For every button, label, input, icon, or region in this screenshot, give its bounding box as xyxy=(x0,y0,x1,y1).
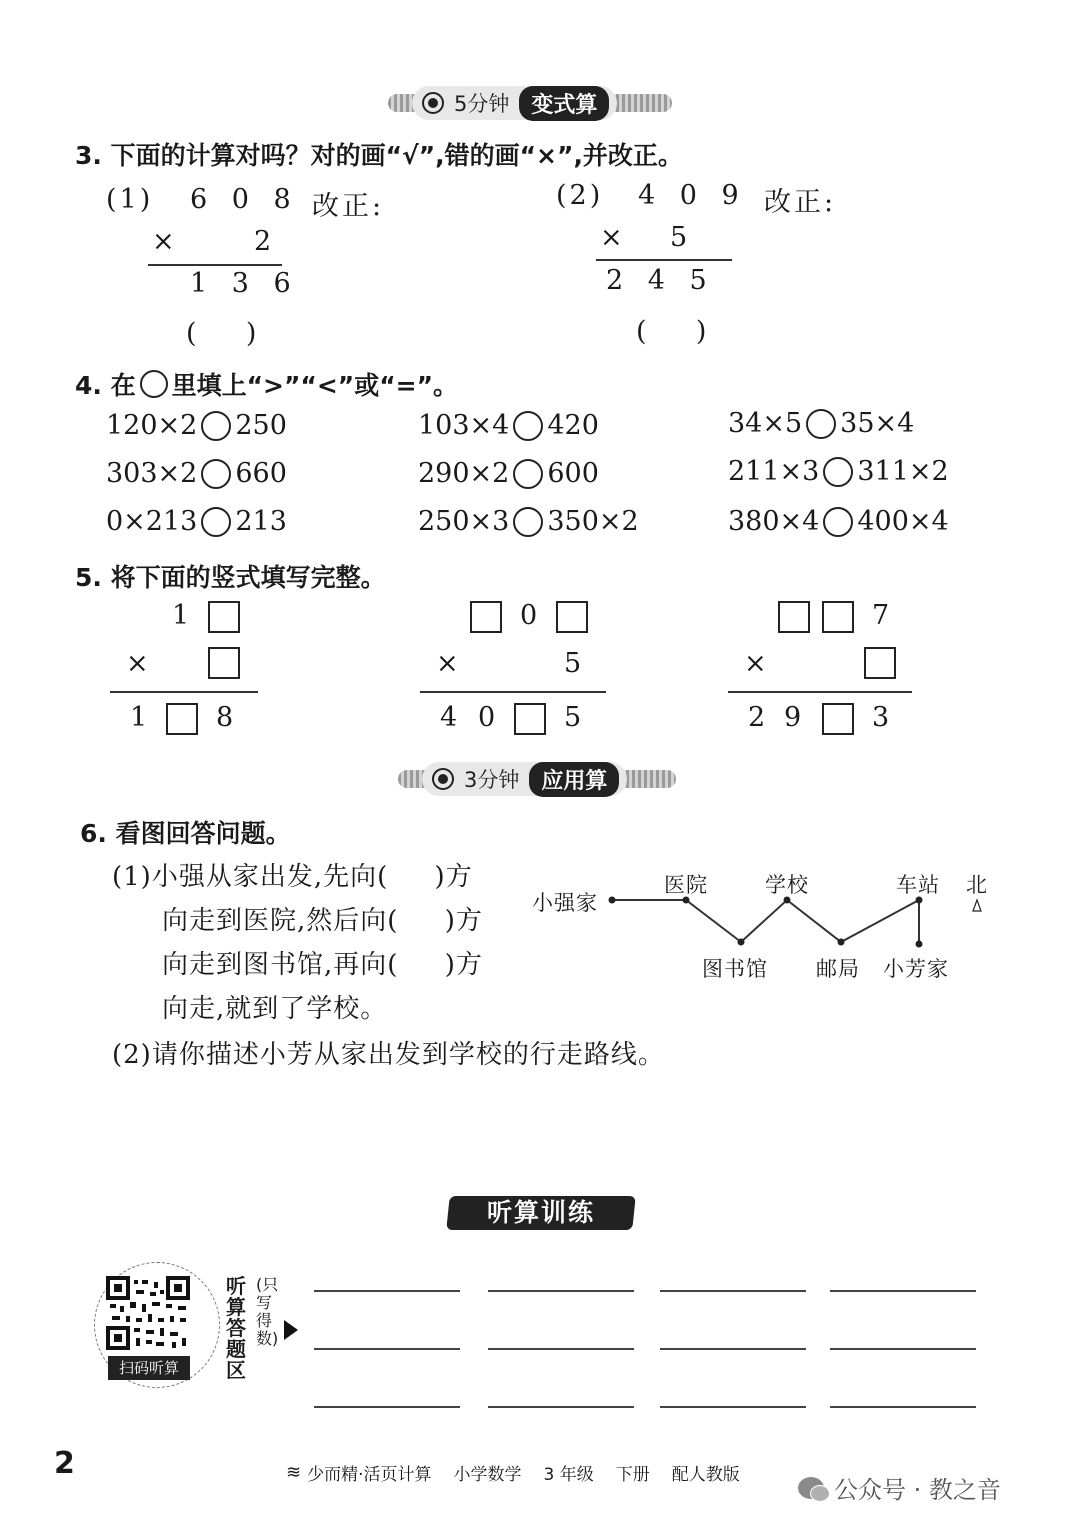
q5b-top-digit: 0 xyxy=(520,600,541,631)
q4-left: 34×5 xyxy=(728,408,803,439)
question-3-title: 3. 下面的计算对吗？对的画“√”,错的画“×”,并改正。 xyxy=(75,141,683,170)
question-4-title xyxy=(75,366,458,402)
q6-p2: (2)请你描述小芳从家出发到学校的行走路线。 xyxy=(112,1040,665,1070)
q5c-top-digit: 7 xyxy=(872,600,893,631)
answer-line[interactable] xyxy=(830,1290,976,1292)
q5a-top-digit: 1 xyxy=(172,600,193,631)
q4-answer-circle[interactable] xyxy=(823,457,853,487)
answer-line[interactable] xyxy=(830,1348,976,1350)
answer-line[interactable] xyxy=(660,1406,806,1408)
footer-edition: 配人教版 xyxy=(671,1465,740,1485)
q3-p2-rule xyxy=(596,259,732,261)
banner-label: 变式算 xyxy=(519,86,609,121)
section-banner-variant xyxy=(412,86,617,120)
listening-title: 听算训练 xyxy=(486,1198,595,1227)
q5a-rule xyxy=(110,691,258,693)
answer-zone-label: 听算答题区 xyxy=(226,1274,246,1382)
q6-p1-line-2: 向走到医院,然后向( )方 xyxy=(162,906,483,936)
q4-answer-circle[interactable] xyxy=(513,411,543,441)
q3-p1-top: 6 0 8 xyxy=(190,184,299,215)
q4-right: 600 xyxy=(547,458,599,489)
q4-title-pre: 4. 在 xyxy=(75,371,136,400)
map-label-north: 北 xyxy=(966,873,988,897)
north-arrow-icon xyxy=(973,900,981,911)
listening-title-banner xyxy=(448,1190,634,1236)
watermark xyxy=(798,1470,1001,1505)
answer-line[interactable] xyxy=(660,1290,806,1292)
q3-p1-mult: × xyxy=(152,226,178,257)
q3-p2-top: 4 0 9 xyxy=(638,180,747,211)
q5b-blank[interactable] xyxy=(470,601,502,633)
qr-code-icon xyxy=(106,1276,190,1350)
q5b-result-1: 4 xyxy=(440,702,461,733)
q4-answer-circle[interactable] xyxy=(201,459,231,489)
q4-answer-circle[interactable] xyxy=(513,507,543,537)
q5c-mult: × xyxy=(744,648,770,679)
q5a-result-3: 8 xyxy=(216,702,237,733)
q5c-blank[interactable] xyxy=(822,601,854,633)
q4-item-1-2 xyxy=(418,410,599,441)
q3-p2-mult: × xyxy=(600,222,626,253)
q3-p1-result: 1 3 6 xyxy=(190,268,299,299)
q6-p1-line-4: 向走,就到了学校。 xyxy=(162,994,388,1024)
q4-item-3-3 xyxy=(728,506,949,537)
q5a-blank[interactable] xyxy=(166,703,198,735)
map-node xyxy=(738,939,745,946)
page-number: 2 xyxy=(54,1446,75,1481)
footer-subject: 小学数学 xyxy=(453,1465,522,1485)
q4-answer-circle[interactable] xyxy=(201,507,231,537)
q5b-blank[interactable] xyxy=(556,601,588,633)
answer-line[interactable] xyxy=(488,1290,634,1292)
q4-right: 350×2 xyxy=(547,506,639,537)
footer-volume: 下册 xyxy=(615,1465,650,1485)
wechat-icon xyxy=(798,1477,824,1499)
q3-p2-fix-label: 改正: xyxy=(764,187,837,218)
medal-timer-icon xyxy=(422,92,444,114)
q3-p2-bottom: 5 xyxy=(670,222,691,253)
watermark-text: 公众号 · 教之音 xyxy=(834,1476,1001,1504)
answer-zone-note: (只写得数) xyxy=(256,1275,279,1348)
map-node xyxy=(916,941,923,948)
answer-line[interactable] xyxy=(488,1406,634,1408)
answer-line[interactable] xyxy=(314,1290,460,1292)
q4-left: 250×3 xyxy=(418,506,510,537)
q3-p1-rule xyxy=(148,264,282,266)
q5a-mult: × xyxy=(126,648,152,679)
q4-left: 103×4 xyxy=(418,410,510,441)
q5a-blank[interactable] xyxy=(208,647,240,679)
q4-left: 290×2 xyxy=(418,458,510,489)
q4-left: 120×2 xyxy=(106,410,198,441)
answer-line[interactable] xyxy=(830,1406,976,1408)
banner-time: 5分钟 xyxy=(454,92,510,116)
route-path xyxy=(612,900,919,942)
q5b-result-2: 0 xyxy=(478,702,499,733)
map-label-school: 学校 xyxy=(765,873,809,897)
q4-item-2-3 xyxy=(728,456,949,487)
q4-right: 400×4 xyxy=(857,506,949,537)
q4-answer-circle[interactable] xyxy=(201,411,231,441)
q5c-result-1: 2 xyxy=(748,702,769,733)
question-6-title: 6. 看图回答问题。 xyxy=(80,819,291,848)
q5c-result-4: 3 xyxy=(872,702,893,733)
q6-p1-line-3: 向走到图书馆,再向( )方 xyxy=(162,950,483,980)
q3-p2-answer-paren: ( ) xyxy=(636,316,710,347)
q3-p1-number: (1) xyxy=(106,184,154,215)
q4-left: 380×4 xyxy=(728,506,820,537)
q3-p1-answer-paren: ( ) xyxy=(186,318,260,349)
q4-right: 35×4 xyxy=(840,408,915,439)
q4-answer-circle[interactable] xyxy=(823,507,853,537)
section-banner-application xyxy=(422,762,627,796)
banner-time: 3分钟 xyxy=(464,768,520,792)
q4-item-2-1 xyxy=(106,458,287,489)
footer-info xyxy=(286,1460,740,1485)
map-node xyxy=(838,939,845,946)
q4-item-1-1 xyxy=(106,410,287,441)
footer-series-text: 少而精·活页计算 xyxy=(307,1465,432,1485)
question-5-title: 5. 将下面的竖式填写完整。 xyxy=(75,563,386,592)
q5b-rule xyxy=(420,691,606,693)
q4-right: 213 xyxy=(235,506,287,537)
q5c-rule xyxy=(728,691,912,693)
q5c-blank[interactable] xyxy=(822,703,854,735)
q4-left: 303×2 xyxy=(106,458,198,489)
q4-item-1-3 xyxy=(728,408,914,439)
q5a-result-1: 1 xyxy=(130,702,151,733)
answer-line[interactable] xyxy=(660,1348,806,1350)
q4-right: 250 xyxy=(235,410,287,441)
map-label-station: 车站 xyxy=(896,873,940,897)
q4-title-post: 里填上“>”“<”或“=”。 xyxy=(171,371,459,400)
q4-answer-circle[interactable] xyxy=(806,409,836,439)
medal-timer-icon xyxy=(432,768,454,790)
q4-left: 0×213 xyxy=(106,506,198,537)
map-label-xiaoqiang-home: 小强家 xyxy=(532,891,598,915)
q4-item-3-1 xyxy=(106,506,287,537)
q3-p2-result: 2 4 5 xyxy=(606,265,715,296)
q4-title-circle xyxy=(140,370,168,398)
waves-icon: ≋ xyxy=(286,1462,302,1483)
q5c-blank[interactable] xyxy=(778,601,810,633)
q4-right: 660 xyxy=(235,458,287,489)
q5b-multiplier: 5 xyxy=(564,648,585,679)
q3-p2-number: (2) xyxy=(556,180,604,211)
q6-p1-line-1: (1)小强从家出发,先向( )方 xyxy=(112,862,473,892)
q5a-blank[interactable] xyxy=(208,601,240,633)
map-node xyxy=(609,897,616,904)
q5b-mult: × xyxy=(436,648,462,679)
map-label-xiaofang-home: 小芳家 xyxy=(883,957,949,981)
q5c-result-2: 9 xyxy=(784,702,805,733)
q4-item-2-2 xyxy=(418,458,599,489)
answer-line[interactable] xyxy=(488,1348,634,1350)
answer-line[interactable] xyxy=(314,1348,460,1350)
q3-p1-fix-label: 改正: xyxy=(312,191,385,222)
q5b-result-4: 5 xyxy=(564,702,585,733)
q4-answer-circle[interactable] xyxy=(513,459,543,489)
banner-label: 应用算 xyxy=(529,762,619,797)
play-arrow-icon xyxy=(284,1320,298,1340)
q4-left: 211×3 xyxy=(728,456,820,487)
answer-line[interactable] xyxy=(314,1406,460,1408)
q5b-blank[interactable] xyxy=(514,703,546,735)
footer-grade: 3 年级 xyxy=(543,1465,594,1485)
map-label-post-office: 邮局 xyxy=(816,957,860,981)
q4-item-3-2 xyxy=(418,506,639,537)
footer-series xyxy=(286,1460,432,1485)
map-label-library: 图书馆 xyxy=(702,957,768,981)
q4-right: 420 xyxy=(547,410,599,441)
map-label-hospital: 医院 xyxy=(664,873,708,897)
q4-right: 311×2 xyxy=(857,456,949,487)
q5c-blank[interactable] xyxy=(864,647,896,679)
q3-p1-bottom: 2 xyxy=(254,226,275,257)
qr-caption: 扫码听算 xyxy=(108,1356,190,1380)
